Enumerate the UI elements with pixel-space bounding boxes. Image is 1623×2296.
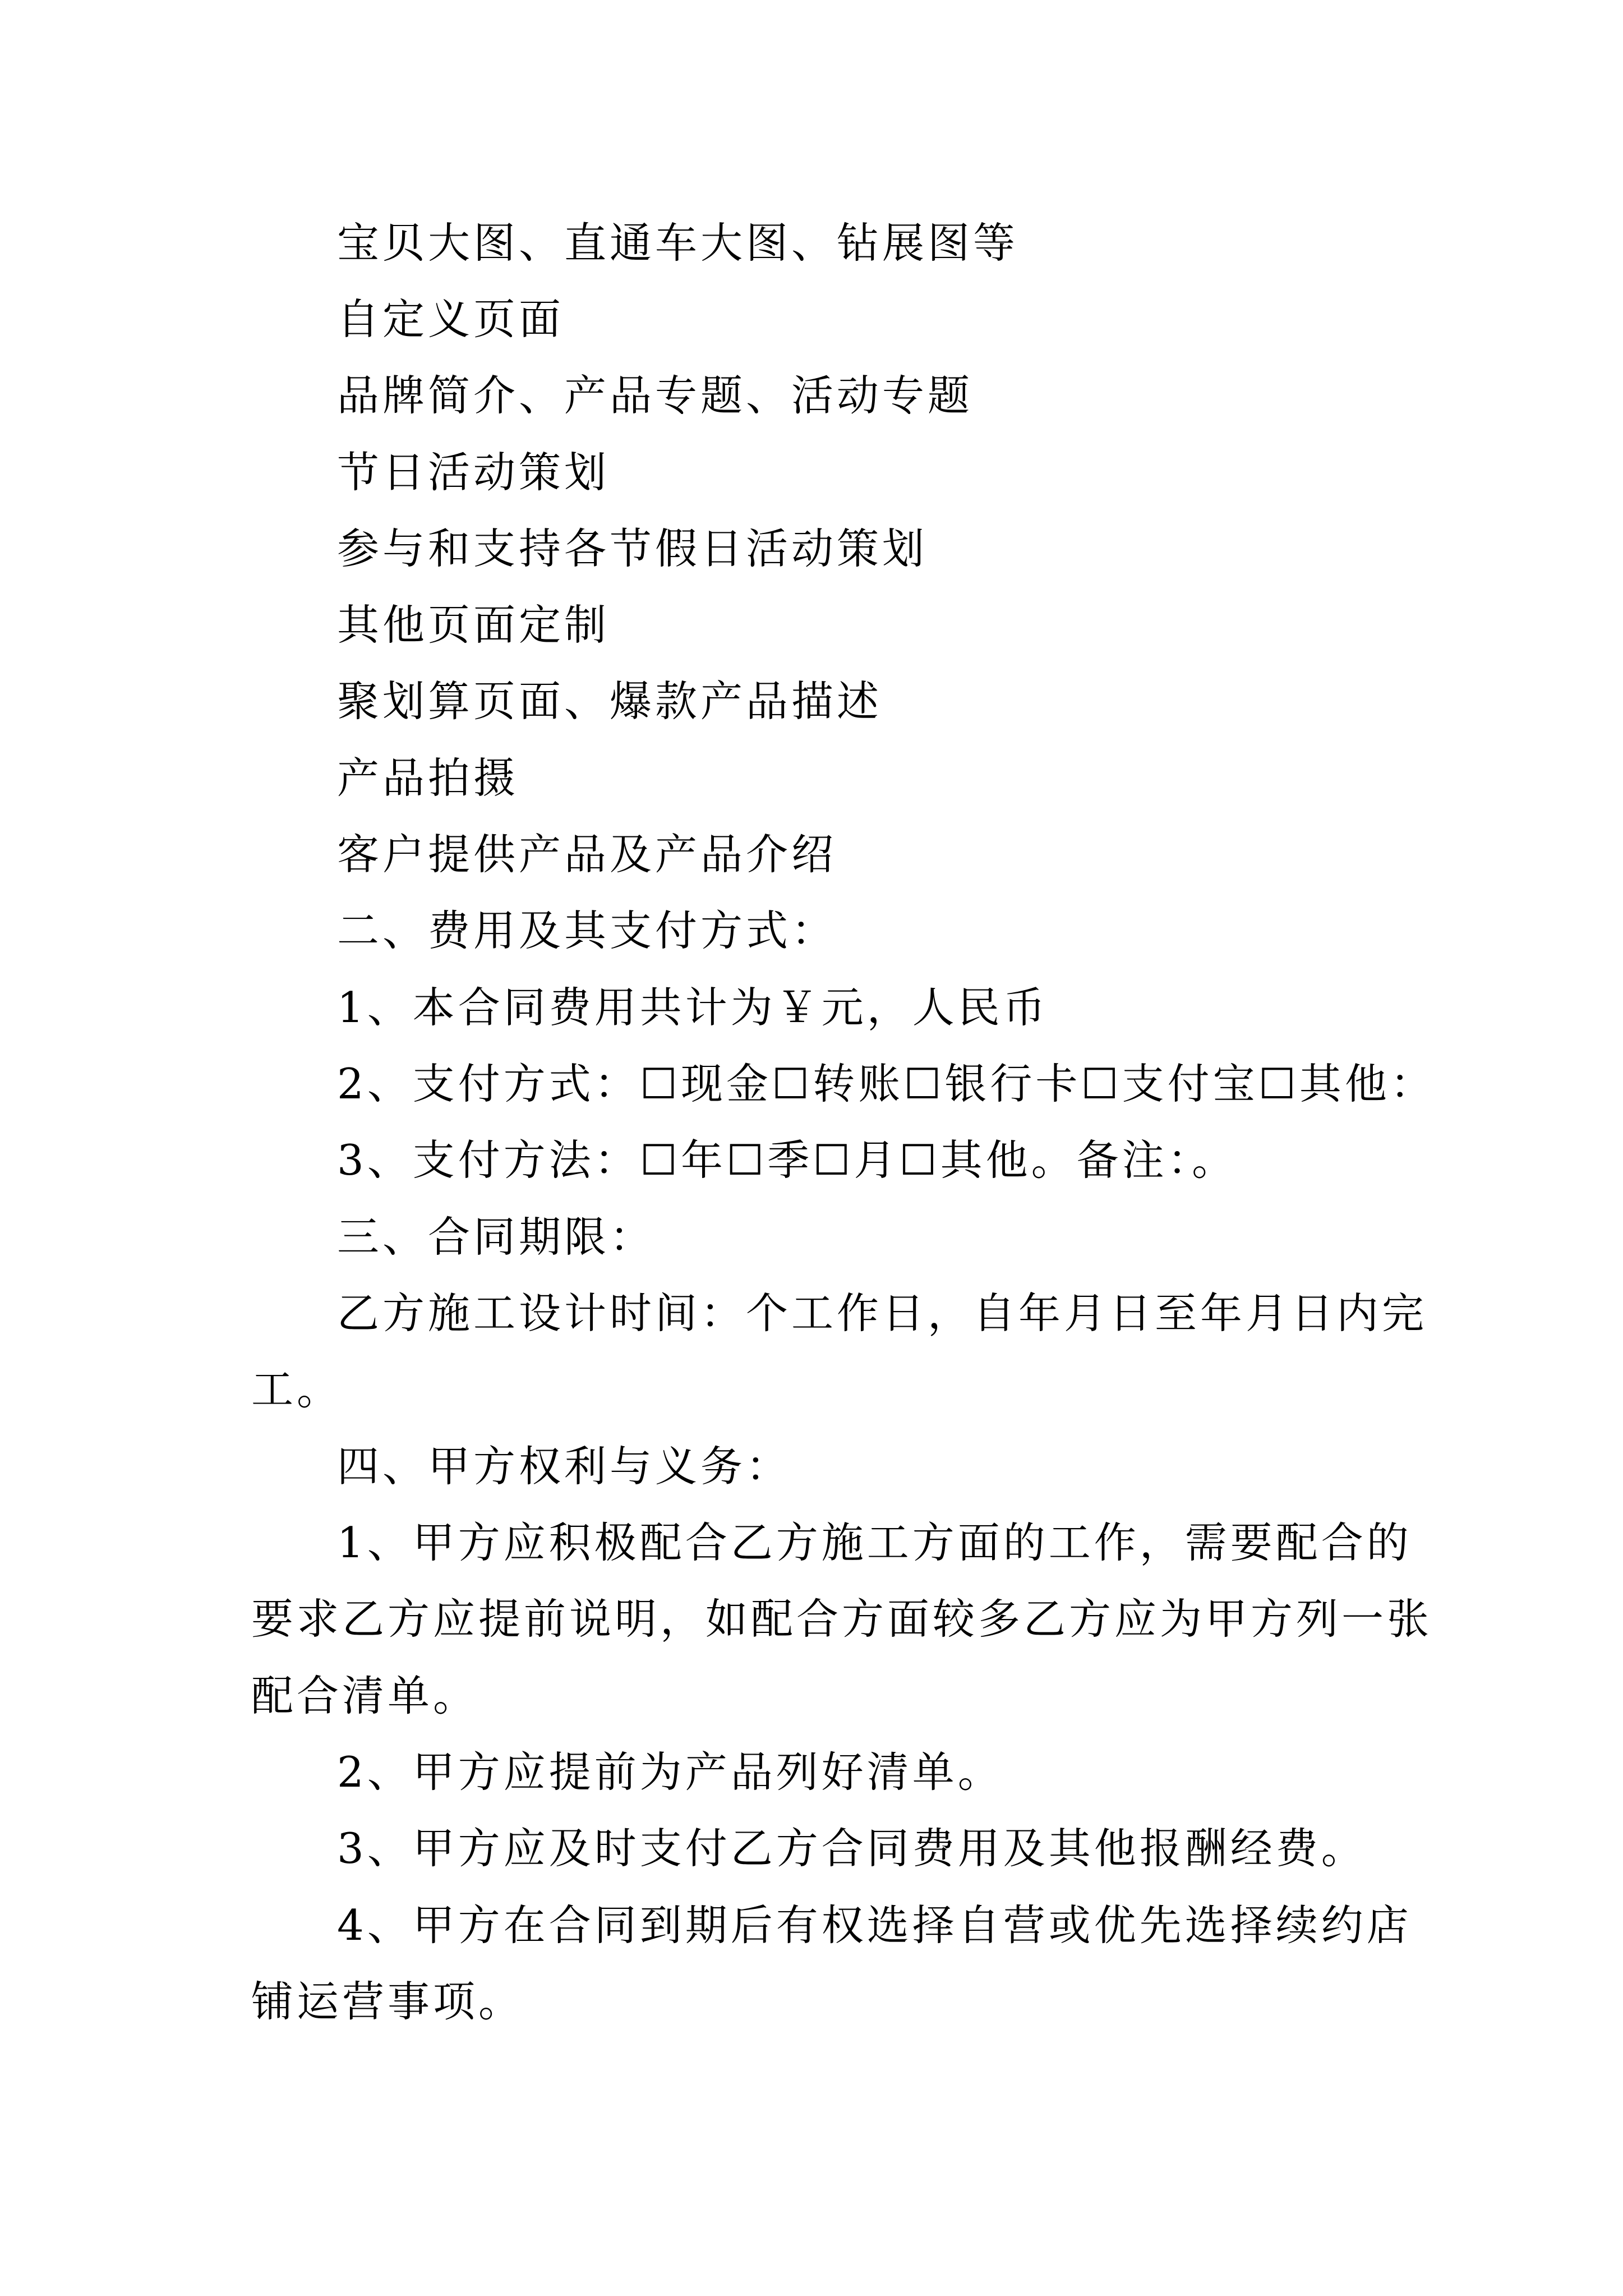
text-line: 4、甲方在合同到期后有权选择自营或优先选择续约店 (337, 1901, 1412, 1950)
text-line: 客户提供产品及产品介绍 (337, 830, 837, 879)
text-line: 乙方施工设计时间：个工作日，自年月日至年月日内完 (337, 1289, 1428, 1338)
text-line: 3、甲方应及时支付乙方合同费用及其他报酬经费。 (337, 1824, 1367, 1873)
section-heading: 三、合同期限： (337, 1212, 656, 1262)
text-line: 要求乙方应提前说明，如配合方面较多乙方应为甲方列一张 (251, 1594, 1433, 1644)
text-line: 聚划算页面、爆款产品描述 (337, 677, 883, 726)
text-line: 2、支付方式：☐现金☐转账☐银行卡☐支付宝☐其他： (337, 1059, 1436, 1108)
section-heading: 二、费用及其支付方式： (337, 906, 837, 955)
text-line: 3、支付方法：☐年☐季☐月☐其他。备注：。 (337, 1135, 1238, 1185)
text-line: 1、本合同费用共计为￥元，人民币 (337, 983, 1049, 1032)
text-line: 其他页面定制 (337, 600, 610, 650)
text-line: 1、甲方应积极配合乙方施工方面的工作，需要配合的 (337, 1518, 1412, 1567)
text-line: 配合清单。 (251, 1671, 479, 1720)
text-line: 产品拍摄 (337, 753, 519, 803)
text-line: 自定义页面 (337, 295, 565, 344)
text-line: 节日活动策划 (337, 448, 610, 497)
section-heading: 四、甲方权利与义务： (337, 1442, 792, 1491)
text-line: 参与和支持各节假日活动策划 (337, 524, 928, 573)
text-line: 铺运营事项。 (251, 1977, 524, 2026)
text-line: 工。 (251, 1365, 343, 1414)
text-line: 品牌简介、产品专题、活动专题 (337, 371, 974, 420)
text-line: 2、甲方应提前为产品列好清单。 (337, 1747, 1003, 1797)
text-line: 宝贝大图、直通车大图、钻展图等 (337, 218, 1019, 268)
